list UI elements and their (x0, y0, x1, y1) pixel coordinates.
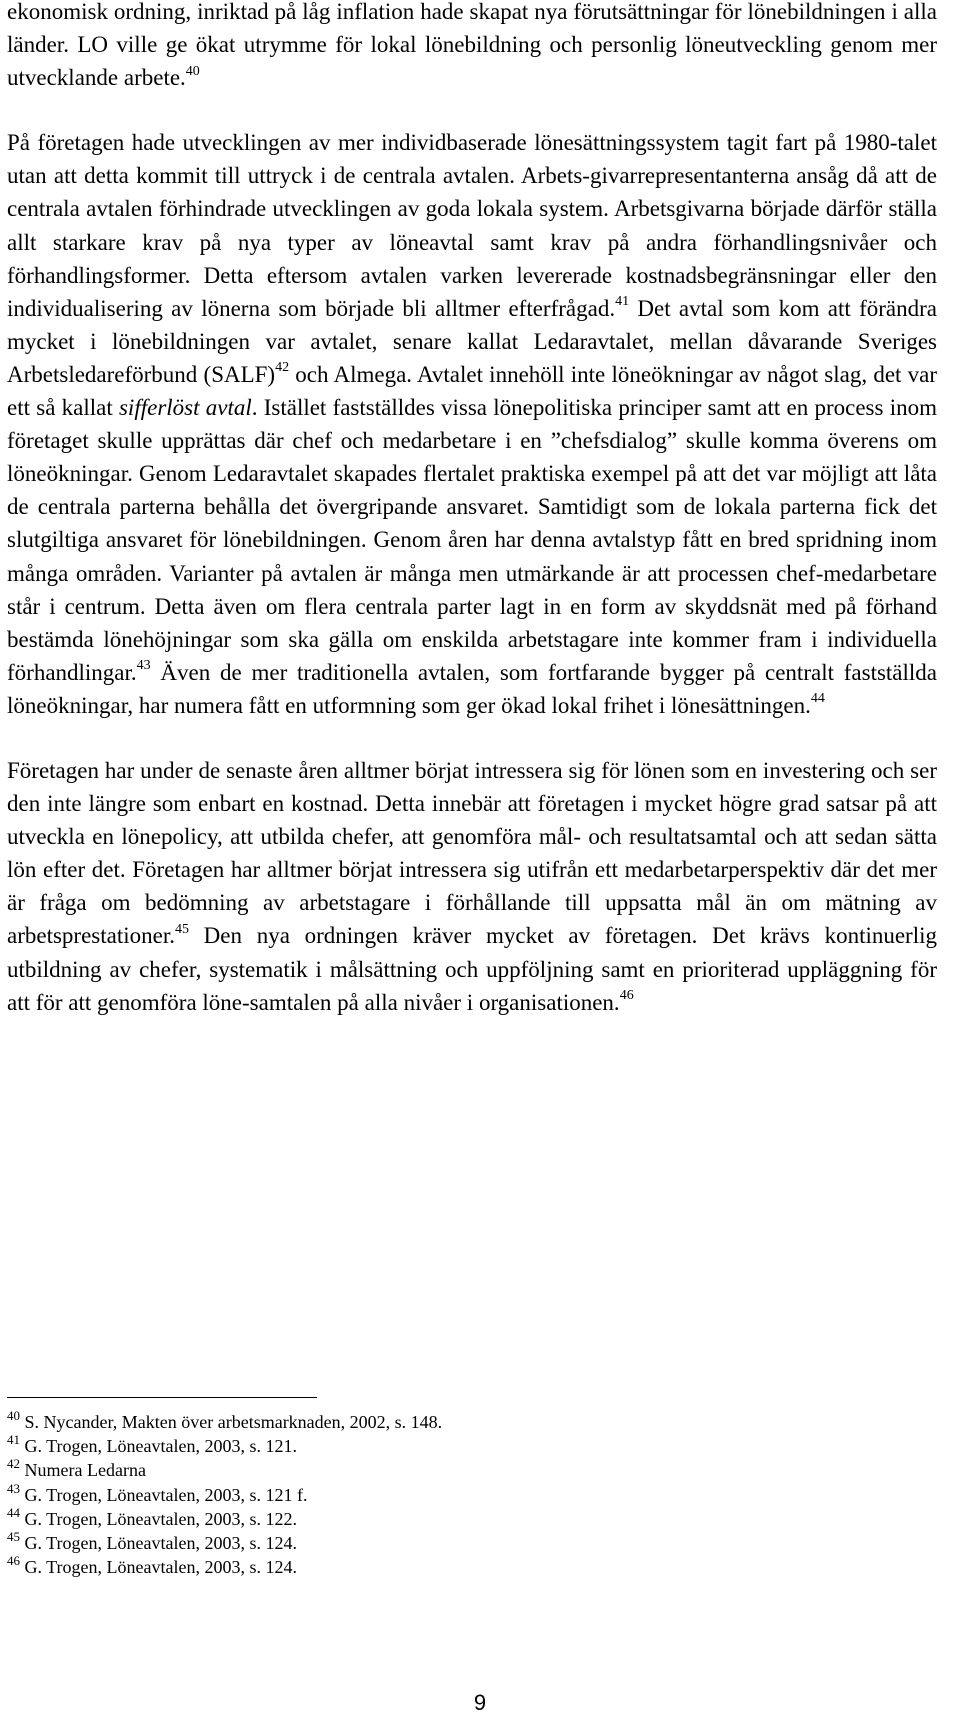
footnote-text: G. Trogen, Löneavtalen, 2003, s. 121 f. (24, 1484, 308, 1505)
footnote (7, 1555, 907, 1579)
footnote-text: S. Nycander, Makten över arbetsmarknaden, 2002, s. 148. (24, 1412, 443, 1432)
text-run: På företagen hade utvecklingen av mer individbaserade lönesättningssystem tagit fart på 1980-talet utan att detta kommit till uttryck i de centrala avtalen. Arbets-givarrepresentanterna ansåg då att de centrala avtalen förhindrade utvecklingen av goda lokala system. Arbetsgivarna började därför ställa allt starkare krav på nya typer av löneavtal samt krav på andra förhandlingsnivåer och förhandlingsformer. Detta eftersom avtalen varken levererade kostnadsbegränsningar eller den individualisering av lönerna som började bli alltmer efterfrågad. (7, 130, 937, 321)
page-number: 9 (473, 1690, 487, 1715)
emphasis: sifferlöst avtal (118, 395, 252, 421)
footnote (7, 1458, 907, 1482)
footnote (7, 1410, 907, 1434)
footnote-text: G. Trogen, Löneavtalen, 2003, s. 124. (24, 1557, 297, 1578)
text-run: och Almega. Avtalet innehöll inte löneökningar av något slag, det var ett så kallat (7, 361, 938, 421)
footnote (7, 1531, 907, 1555)
footnote (7, 1480, 907, 1507)
footnote (7, 1434, 907, 1458)
footnote-text: G. Trogen, Löneavtalen, 2003, s. 122. (24, 1508, 297, 1529)
text-run: Den nya ordningen kräver mycket av företagen. Det krävs kontinuerlig utbildning av chefer, systematik i målsättning och uppföljning samt en prioriterad uppläggning för att för att genomföra löne-samtalen på alla nivåer i organisationen. (7, 923, 937, 1015)
paragraph-2 (7, 126, 937, 722)
footnote-text: Numera Ledarna (24, 1460, 146, 1481)
footnote-number: 42 (7, 1456, 20, 1472)
text-run: . Istället fastställdes vissa lönepolitiska principer samt att en process inom företaget skulle upprättas där chef och medarbetare i en ”chefsdialog” skulle komma överens om löneökningar. Genom Ledaravtalet skapades flertalet praktiska exempel på att det var möjligt att låta de centrala parterna behålla det övergripande ansvaret. Samtidigt som de lokala parterna fick det slutgiltiga ansvaret för lönebildningen. Genom åren har denna avtalstyp fått en bred spridning inom många områden. Varianter på avtalen är många men utmärkande är att processen chef-medarbetare står i centrum. Detta även om flera centrala parter lagt in en form av skyddsnät med på förhand bestämda lönehöjningar som ska gälla om enskilda arbetstagare inte kommer fram i individuella förhandlingar. (7, 395, 937, 685)
footnote-ref: 45 (174, 921, 189, 937)
footnote-number: 41 (7, 1432, 20, 1448)
text-run: Företagen har under de senaste åren alltmer börjat intressera sig för lönen som en investering och ser den inte längre som enbart en kostnad. Detta innebär att företagen i mycket högre grad satsar på att utveckla en lönepolicy, att utbilda chefer, att genomföra mål- och resultatsamtal och att sedan sätta lön efter det. Företagen har alltmer börjat intressera sig utifrån ett medarbetarperspektiv där det mer är fråga om bedömning av arbetstagare i förhållande till uppsatta mål än om mätning av arbetsprestationer. (7, 757, 937, 949)
text-run: Det avtal som kom att förändra mycket i lönebildningen var avtalet, senare kallat Ledaravtalet, mellan dåvarande Sveriges Arbetsledareförbund (SALF) (7, 295, 937, 387)
footnote-ref: 41 (615, 294, 630, 310)
document-body (7, 0, 937, 1019)
text-run: ekonomisk ordning, inriktad på låg inflation hade skapat nya förutsättningar för lönebildningen i alla länder. LO ville ge ökat utrymme för lokal lönebildning och personlig löneutveckling genom mer utvecklande arbete. (7, 0, 937, 91)
footnote-number: 45 (7, 1529, 20, 1545)
paragraph-3 (7, 754, 937, 1019)
footnote-number: 40 (7, 1408, 20, 1423)
footnote-ref: 40 (185, 63, 200, 79)
footnote-text: G. Trogen, Löneavtalen, 2003, s. 121. (24, 1436, 297, 1457)
footnote-number: 44 (7, 1504, 20, 1520)
footnote-ref: 44 (810, 691, 825, 707)
footnote-ref: 46 (619, 987, 634, 1003)
paragraph-1 (7, 0, 937, 94)
footnotes (7, 1410, 907, 1579)
text-run: Även de mer traditionella avtalen, som fortfarande bygger på centralt fastställda löneökningar, har numera fått en utformning som ger ökad lokal frihet i lönesättningen. (7, 659, 937, 718)
footnote-number: 46 (7, 1553, 20, 1569)
footnote-text: G. Trogen, Löneavtalen, 2003, s. 124. (24, 1533, 297, 1554)
footnote (7, 1504, 907, 1531)
footnote-divider (7, 1397, 317, 1398)
footnote-number: 43 (7, 1480, 20, 1496)
footnote-ref: 42 (275, 360, 290, 376)
footnote-ref: 43 (136, 658, 151, 674)
